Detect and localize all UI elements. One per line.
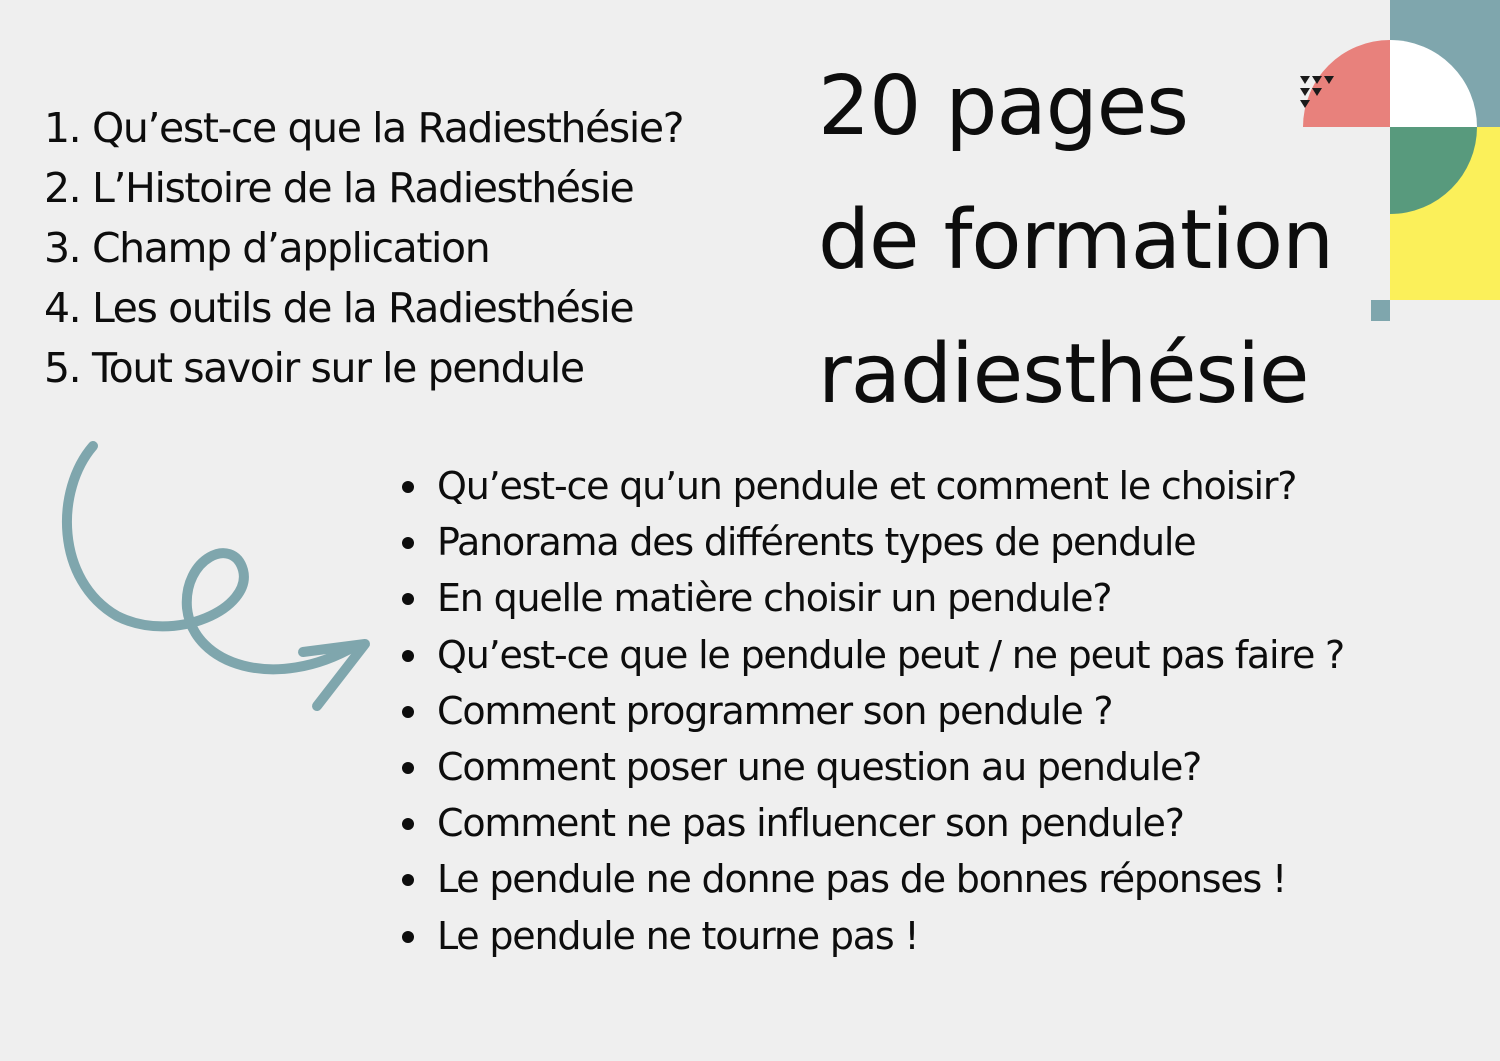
list-item <box>398 851 1344 907</box>
list-item-label: Le pendule ne donne pas de bonnes réponses ! <box>437 857 1287 902</box>
list-item <box>398 739 1344 795</box>
list-item <box>398 570 1344 626</box>
list-item <box>398 514 1344 570</box>
bullet-dot-icon <box>402 818 414 830</box>
list-item-label: Comment poser une question au pendule? <box>437 745 1202 790</box>
geometric-shapes-decoration <box>1290 0 1500 322</box>
bullet-dot-icon <box>402 481 414 493</box>
bullet-dot-icon <box>402 874 414 886</box>
list-item <box>398 683 1344 739</box>
coral-quarter-circle <box>1303 40 1390 127</box>
topics-list <box>398 458 1344 964</box>
curly-arrow-icon <box>55 440 385 720</box>
bullet-dot-icon <box>402 706 414 718</box>
bullet-dot-icon <box>402 931 414 943</box>
bullet-dot-icon <box>402 593 414 605</box>
list-item-label: Panorama des différents types de pendule <box>437 520 1196 565</box>
list-item <box>398 627 1344 683</box>
list-item <box>398 908 1344 964</box>
bullet-dot-icon <box>402 537 414 549</box>
toc-item: 1. Qu’est-ce que la Radiesthésie? <box>44 104 684 152</box>
headline-line-1: 20 pages <box>818 59 1188 154</box>
toc-item: 4. Les outils de la Radiesthésie <box>44 284 634 332</box>
bullet-dot-icon <box>402 650 414 662</box>
teal-square <box>1371 300 1390 321</box>
headline <box>818 40 1333 442</box>
list-item-label: Le pendule ne tourne pas ! <box>437 913 919 958</box>
list-item-label: Comment ne pas influencer son pendule? <box>437 801 1184 846</box>
headline-line-2: de formation <box>818 193 1334 288</box>
toc-item: 2. L’Histoire de la Radiesthésie <box>44 164 634 212</box>
list-item-label: Qu’est-ce qu’un pendule et comment le choisir? <box>437 464 1297 508</box>
headline-line-3: radiesthésie <box>818 327 1309 422</box>
toc-item: 3. Champ d’application <box>44 224 490 272</box>
toc-item: 5. Tout savoir sur le pendule <box>44 344 584 392</box>
list-item <box>398 458 1344 514</box>
list-item-label: Comment programmer son pendule ? <box>437 688 1113 733</box>
list-item <box>398 795 1344 851</box>
bullet-dot-icon <box>402 762 414 774</box>
list-item-label: En quelle matière choisir un pendule? <box>437 576 1112 621</box>
list-item-label: Qu’est-ce que le pendule peut / ne peut pas faire ? <box>437 632 1344 677</box>
table-of-contents <box>44 98 683 398</box>
